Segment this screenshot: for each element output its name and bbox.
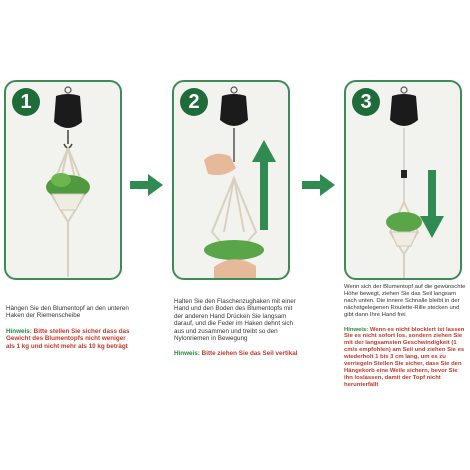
step-2-text: [174, 298, 302, 366]
step-2-hint-label: Hinweis:: [174, 350, 200, 358]
step-1-hint: [6, 328, 132, 350]
step-1-panel: [4, 80, 122, 280]
step-1-hint-text: Bitte stellen Sie sicher dass das Gewicht des Blumentopfs nicht weniger als 1 kg und nicht mehr als 10 kg beträgt: [6, 327, 130, 350]
step-3-badge: 3: [352, 88, 380, 116]
step-2-instruction: Halten Sie den Flaschenzughaken mit einer Hand und den Boden des Blumentopfs mit der anderen Hand Drücken Sie langsam darauf, und die Feder im Haken dehnt sich aus und zusammen und treibt so den Nylonriemen in Bewegung: [174, 298, 296, 343]
step-3-hint-label: Hinweis:: [344, 326, 369, 333]
step-1-hint-label: Hinweis:: [6, 327, 32, 335]
step-2-badge: 2: [180, 88, 208, 116]
step-2-hint: [174, 350, 302, 357]
step-3-hint: [344, 327, 466, 389]
step-1-text: [6, 305, 132, 358]
step-1-badge: 1: [12, 88, 40, 116]
step-2-panel: [172, 80, 290, 280]
step-1-instruction: Hängen Sie den Blumentopf an den unteren Haken der Riemenscheibe: [6, 305, 129, 320]
arrow-right-icon: [302, 172, 336, 198]
step-3-hint-text: Wenn es nicht blockiert ist lassen Sie es nicht sofort los, sondern ziehen Sie mit der langsamsten Geschwindigkeit (1 cm/s empfohlen) am Seil und ziehen Sie es wiederholt 1 bis 3 cm lang, um es zu verriegeln Stellen Sie sicher, dass Sie den Hängekorb eine Weile sichern, bevor Sie ihn loslassen, damit der Topf nicht herunterfällt: [344, 326, 465, 388]
arrow-right-icon: [130, 172, 164, 198]
step-2-hint-text: Bitte ziehen Sie das Seil vertikal: [201, 350, 298, 358]
step-3-instruction: Wenn sich der Blumentopf auf die gewünschte Höhe bewegt, ziehen Sie das Seil langsam nach unten. Die innere Schnalle bleibt in der nächstgelegenen Roulette-Rille stecken und gibt dann Ihre Hand frei: [344, 284, 466, 318]
step-3-text: [344, 284, 466, 397]
step-3-panel: [344, 80, 462, 280]
